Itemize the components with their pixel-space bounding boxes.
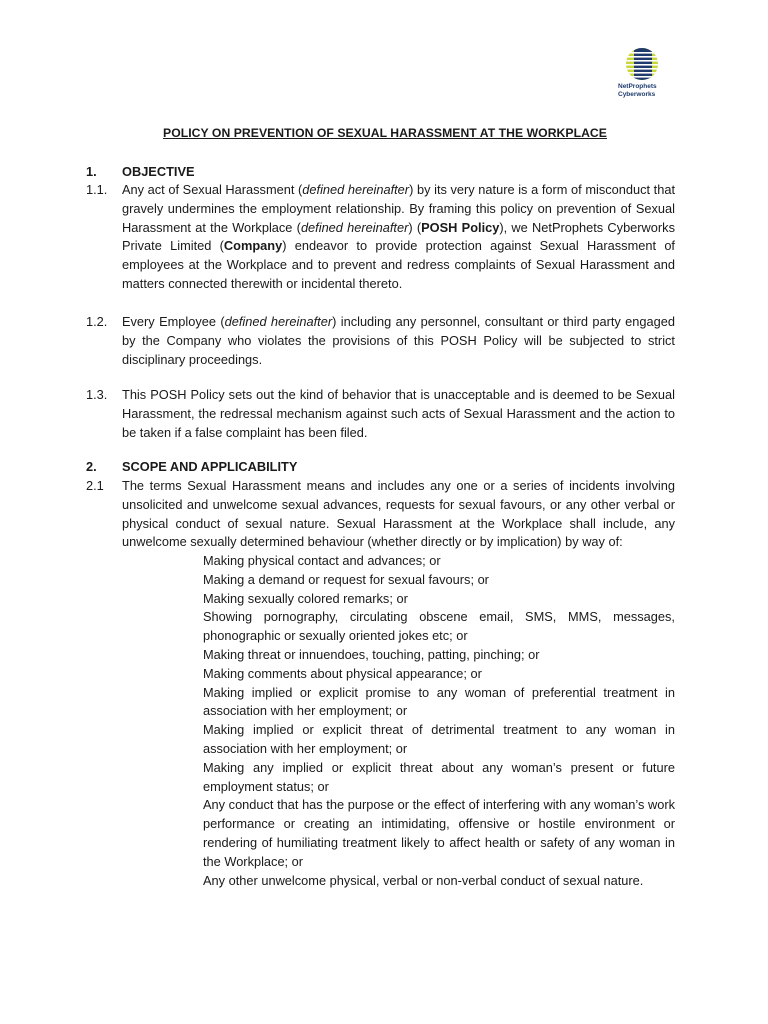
section-number: 1.	[86, 164, 97, 179]
logo-globe-icon	[624, 46, 660, 82]
clause-text: Any act of Sexual Harassment (defined hereinafter) by its very nature is a form of misconduct that gravely undermines the employment relationship. By framing this policy on prevention of Sexual Harassment at the Workplace (defined hereinafter) (POSH Policy), we NetProphets Cyberworks Private Limited (Company) endeavor to provide protection against Sexual Harassment of employees at the Workplace and to prevent and redress complaints of Sexual Harassment and matters connected therewith or incidental thereto.	[122, 182, 676, 291]
clause-number: 1.1.	[86, 182, 108, 197]
logo-text-line1: NetProphets	[618, 83, 657, 90]
list-item: Any conduct that has the purpose or the effect of interfering with any woman’s work performance or creating an intimidating, offensive or hostile environment or rendering of humiliating treatment likely to affect health or safety of any woman in the Workplace; or	[203, 797, 675, 869]
clause-number: 1.2.	[86, 314, 108, 329]
list-item: Showing pornography, circulating obscene email, SMS, MMS, messages, phonographic or sexually oriented jokes etc; or	[203, 609, 675, 644]
list-item: Making a demand or request for sexual favours; or	[203, 571, 489, 587]
clause-number: 2.1	[86, 478, 104, 493]
harassment-behaviour-list	[203, 552, 675, 890]
list-item: Any other unwelcome physical, verbal or non-verbal conduct of sexual nature.	[203, 872, 644, 888]
clause-number: 1.3.	[86, 387, 108, 402]
logo-text-line2: Cyberworks	[618, 91, 656, 98]
list-item: Making sexually colored remarks; or	[203, 590, 408, 606]
clause-text: Every Employee (defined hereinafter) including any personnel, consultant or third party engaged by the Company who violates the provisions of this POSH Policy will be subjected to strict disciplinary proceedings.	[122, 314, 675, 367]
clause-text: This POSH Policy sets out the kind of behavior that is unacceptable and is deemed to be Sexual Harassment, the redressal mechanism against such acts of Sexual Harassment and the action to be taken if a false complaint has been filed.	[122, 387, 675, 440]
list-item: Making implied or explicit promise to any woman of preferential treatment in association with her employment; or	[203, 684, 675, 719]
list-item: Making physical contact and advances; or	[203, 553, 441, 568]
list-item: Making any implied or explicit threat about any woman’s present or future employment status; or	[203, 759, 675, 794]
list-item: Making implied or explicit threat of detrimental treatment to any woman in association with her employment; or	[203, 722, 675, 756]
list-item: Making comments about physical appearance; or	[203, 665, 482, 681]
section-heading: OBJECTIVE	[122, 164, 195, 179]
clause-text: The terms Sexual Harassment means and includes any one or a series of incidents involving unsolicited and unwelcome sexual advances, requests for sexual favours, or any other verbal or physical conduct of sexual nature. Sexual Harassment at the Workplace shall include, any unwelcome sexually determined behaviour (whether directly or by implication) by way of:	[122, 478, 675, 550]
section-heading: SCOPE AND APPLICABILITY	[122, 459, 298, 474]
section-number: 2.	[86, 459, 97, 474]
document-title: POLICY ON PREVENTION OF SEXUAL HARASSMENT AT THE WORKPLACE	[163, 126, 607, 140]
company-logo	[618, 46, 674, 98]
list-item: Making threat or innuendoes, touching, patting, pinching; or	[203, 646, 540, 662]
